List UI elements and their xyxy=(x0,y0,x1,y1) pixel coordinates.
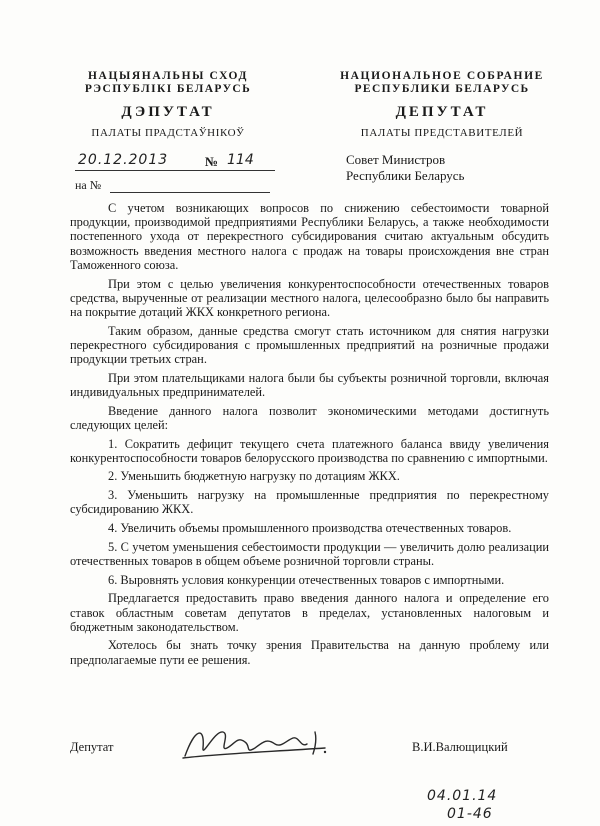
goal-item-4: 4. Увеличить объемы промышленного производства отечественных товаров. xyxy=(108,521,512,536)
letterhead-russian xyxy=(322,70,562,140)
addressee xyxy=(346,152,566,184)
paragraph-closing: Хотелось бы знать точку зрения Правительства на данную проблему или предполагаемые пути ее решения. xyxy=(70,638,549,667)
paragraph-source: Таким образом, данные средства смогут стать источником для снятия нагрузки перекрестного субсидирования с промышленных предприятий на розничные продажи продукции третьих стран. xyxy=(70,323,549,367)
goal-item-1: 1. Сократить дефицит текущего счета платежного баланса ввиду увеличения конкурентоспособности товаров белорусского производства по сравнению с импортными. xyxy=(70,436,549,465)
goal-item-6: 6. Выровнять условия конкуренции отечественных товаров с импортными. xyxy=(108,572,505,587)
reply-to-label: на № xyxy=(75,178,102,192)
paragraph-funds: При этом с целью увеличения конкурентоспособности отечественных товаров средства, вырученные от реализации местного налога, целесообразно было бы направить на покрытие дотаций ЖКХ конкретного региона. xyxy=(70,276,549,319)
paragraph-intro: С учетом возникающих вопросов по снижению себестоимости товарной продукции, производимой предприятиями Республики Беларусь, а также необходимости постепенного ухода от перекрестного субсидирования считаю актуальным обсудить возможность введения местного налога с продаж на товары происхождения вне стран Таможенного союза. xyxy=(70,201,549,272)
addressee-line-1: Совет Министров xyxy=(346,152,446,167)
letterhead-chamber-by: ПАЛАТЫ ПРАДСТАЎНІКОЎ xyxy=(91,127,245,139)
letter-body xyxy=(70,201,549,671)
registration-date: 20.12.2013 xyxy=(78,152,169,168)
letterhead-assembly-ru: НАЦИОНАЛЬНОЕ СОБРАНИЕ xyxy=(340,70,544,82)
letterhead-chamber-ru: ПАЛАТЫ ПРЕДСТАВИТЕЛЕЙ xyxy=(360,127,524,139)
registration-block xyxy=(60,152,290,200)
receipt-date: 04.01.14 xyxy=(427,788,498,804)
paragraph-payers: При этом плательщиками налога были бы субъекты розничной торговли, включая индивидуальных предпринимателей. xyxy=(70,370,549,399)
letterhead-deputy-ru: ДЕПУТАТ xyxy=(395,104,489,120)
signature-block xyxy=(70,728,550,778)
addressee-line-2: Республики Беларусь xyxy=(346,168,465,183)
registration-underline xyxy=(75,170,275,171)
paragraph-goals-intro: Введение данного налога позволит экономическими методами достигнуть следующих целей: xyxy=(70,403,549,432)
letterhead xyxy=(0,70,600,140)
letterhead-deputy-by: ДЭПУТАТ xyxy=(121,104,215,120)
letterhead-republic-ru: РЕСПУБЛИКИ БЕЛАРУСЬ xyxy=(354,83,530,95)
signatory-title: Депутат xyxy=(70,740,114,754)
letterhead-belarusian xyxy=(48,70,288,140)
goal-item-3: 3. Уменьшить нагрузку на промышленные предприятия по перекрестному субсидированию ЖКХ. xyxy=(70,488,549,517)
receipt-number: 01-46 xyxy=(447,806,493,822)
registration-number: 114 xyxy=(227,152,254,168)
receipt-stamp xyxy=(405,788,555,826)
handwritten-signature xyxy=(175,718,345,768)
paragraph-proposal: Предлагается предоставить право введения данного налога и определение его ставок областным советам депутатов в пределах, установленных налоговым и бюджетным законодательством. xyxy=(70,591,549,634)
reply-to-underline xyxy=(110,192,270,193)
signatory-name: В.И.Валющицкий xyxy=(412,740,508,754)
letterhead-republic-by: РЭСПУБЛІКІ БЕЛАРУСЬ xyxy=(84,83,252,95)
goal-item-2: 2. Уменьшить бюджетную нагрузку по дотациям ЖКХ. xyxy=(108,469,400,484)
letterhead-assembly-by: НАЦЫЯНАЛЬНЫ СХОД xyxy=(88,70,248,82)
goal-item-5: 5. С учетом уменьшения себестоимости продукции — увеличить долю реализации отечественных товаров в общем объеме розничной торговли страны. xyxy=(70,539,549,568)
registration-number-label: № xyxy=(205,154,219,169)
